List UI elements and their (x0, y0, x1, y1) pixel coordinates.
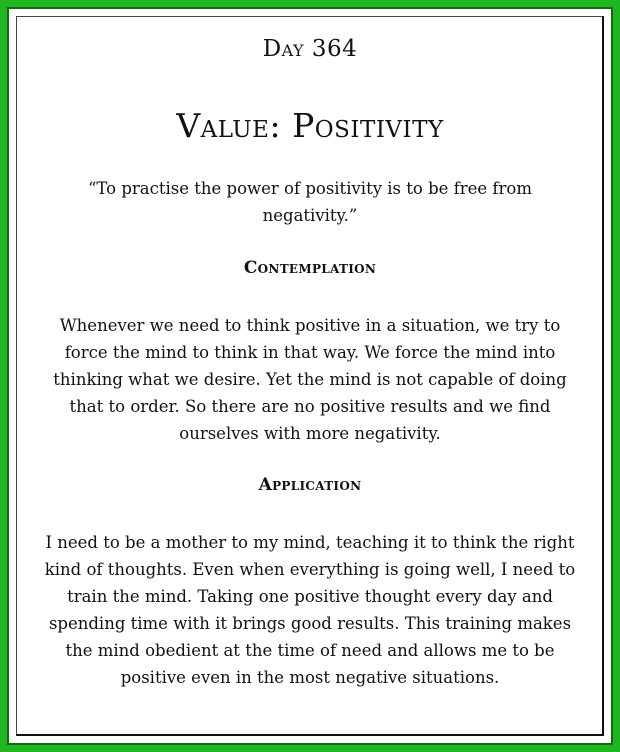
section-body-application: I need to be a mother to my mind, teaching it to think the right kind of thoughts. Even when everything is going well, I need to train the mind. Taking one positive thought every day and spending time with it brings good results. This training makes the mind obedient at the time of need and allows me to be positive even in the most negative situations. (44, 533, 576, 687)
quote-text: “To practise the power of positivity is to be free from negativity.” (88, 179, 532, 225)
section-heading-application: Application (258, 475, 362, 495)
page-title: Value: Positivity (176, 106, 444, 145)
section-body-contemplation: Whenever we need to think positive in a situation, we try to force the mind to think in that way. We force the mind into thinking what we desire. Yet the mind is not capable of doing that to order. So there are no positive results and we find ourselves with more negativity. (53, 316, 567, 443)
section-heading-contemplation: Contemplation (243, 258, 377, 278)
day-label: Day 364 (262, 36, 358, 62)
